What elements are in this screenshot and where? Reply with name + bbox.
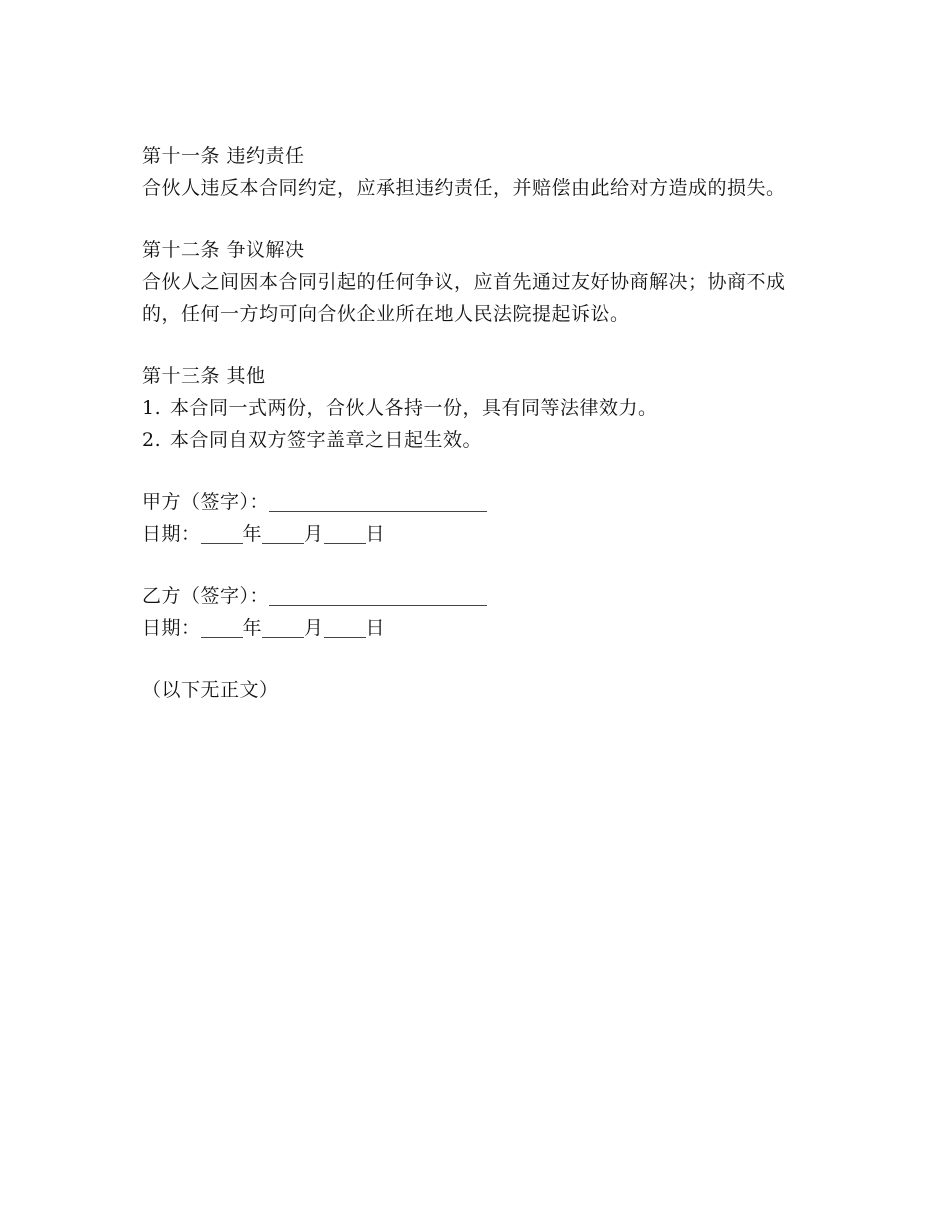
month-blank bbox=[262, 523, 304, 544]
list-text: 本合同自双方签字盖章之日起生效。 bbox=[170, 429, 483, 451]
day-label: 日 bbox=[365, 617, 386, 639]
party-b-signature bbox=[142, 580, 802, 612]
list-number: 2. bbox=[142, 429, 162, 451]
footer-note: （以下无正文） bbox=[142, 679, 279, 701]
month-blank bbox=[262, 617, 304, 638]
year-label: 年 bbox=[242, 523, 263, 545]
party-a-signature bbox=[142, 486, 802, 518]
year-blank bbox=[201, 617, 243, 638]
list-text: 本合同一式两份，合伙人各持一份，具有同等法律效力。 bbox=[170, 397, 658, 419]
spacer bbox=[142, 204, 802, 234]
section-13-item-2 bbox=[142, 424, 802, 456]
year-label: 年 bbox=[242, 617, 263, 639]
spacer bbox=[142, 644, 802, 674]
spacer bbox=[142, 456, 802, 486]
party-a-date bbox=[142, 518, 802, 550]
party-b-date bbox=[142, 612, 802, 644]
section-12-body: 合伙人之间因本合同引起的任何争议，应首先通过友好协商解决；协商不成的，任何一方均可向合伙企业所在地人民法院提起诉讼。 bbox=[142, 271, 786, 325]
party-b-label: 乙方（签字）： bbox=[142, 585, 270, 607]
section-13-item-1 bbox=[142, 392, 802, 424]
month-label: 月 bbox=[304, 617, 324, 639]
spacer bbox=[142, 550, 802, 580]
day-blank bbox=[324, 523, 366, 544]
spacer bbox=[142, 330, 802, 360]
list-number: 1. bbox=[142, 397, 162, 419]
date-label: 日期： bbox=[142, 523, 201, 545]
party-a-label: 甲方（签字）： bbox=[142, 491, 270, 513]
section-12-heading: 第十二条 争议解决 bbox=[142, 239, 305, 261]
party-a-signature-line bbox=[269, 491, 487, 512]
section-13-heading: 第十三条 其他 bbox=[142, 365, 266, 387]
day-label: 日 bbox=[365, 523, 386, 545]
document-content bbox=[142, 140, 802, 706]
month-label: 月 bbox=[304, 523, 324, 545]
party-b-signature-line bbox=[269, 585, 487, 606]
year-blank bbox=[201, 523, 243, 544]
section-11-heading: 第十一条 违约责任 bbox=[142, 145, 305, 167]
date-label: 日期： bbox=[142, 617, 201, 639]
day-blank bbox=[324, 617, 366, 638]
section-11-body: 合伙人违反本合同约定，应承担违约责任，并赔偿由此给对方造成的损失。 bbox=[142, 177, 786, 199]
